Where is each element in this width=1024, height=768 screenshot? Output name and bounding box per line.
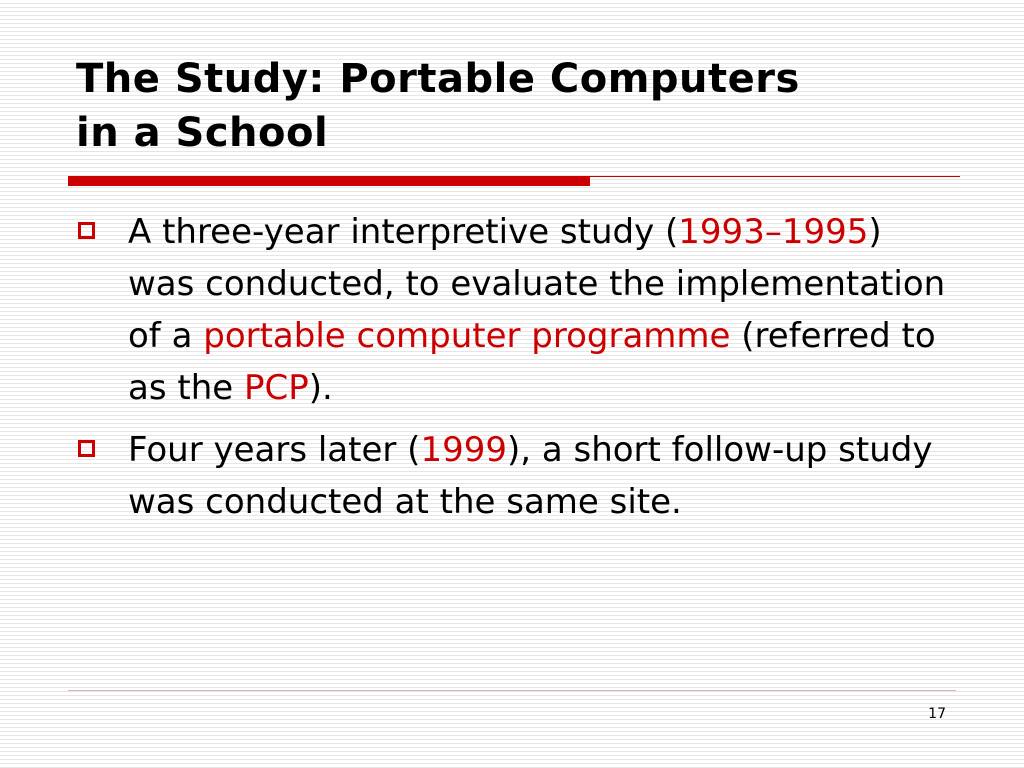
slide-title-line-1: The Study: Portable Computers [76, 56, 800, 102]
bullet-item-study [76, 206, 956, 414]
highlight-years: 1993–1995 [678, 212, 869, 252]
title-underline-accent [68, 176, 590, 186]
hollow-square-bullet-icon [78, 440, 95, 457]
bullet-text: (referred to as the [128, 316, 936, 408]
bullet-text: ), a short follow-up study was conducted at the same site. [128, 430, 933, 522]
hollow-square-bullet-icon [78, 222, 95, 239]
bullet-text: A three-year interpretive study ( [128, 212, 679, 252]
slide-title-line-2: in a School [76, 110, 329, 156]
highlight-programme: portable computer programme [203, 316, 731, 356]
bullet-text: Four years later ( [128, 430, 421, 470]
slide-title [76, 52, 976, 160]
bullet-item-follow-up [76, 424, 956, 528]
bullet-text: ). [308, 368, 333, 408]
slide-number: 17 [928, 706, 946, 722]
bullet-text: ) was conducted, to evaluate the implementation of a [128, 212, 946, 356]
highlight-acronym: PCP [243, 368, 309, 408]
footer-divider [68, 690, 956, 691]
bullet-list [76, 206, 956, 538]
highlight-year: 1999 [420, 430, 507, 470]
title-underline-thin [590, 176, 960, 177]
